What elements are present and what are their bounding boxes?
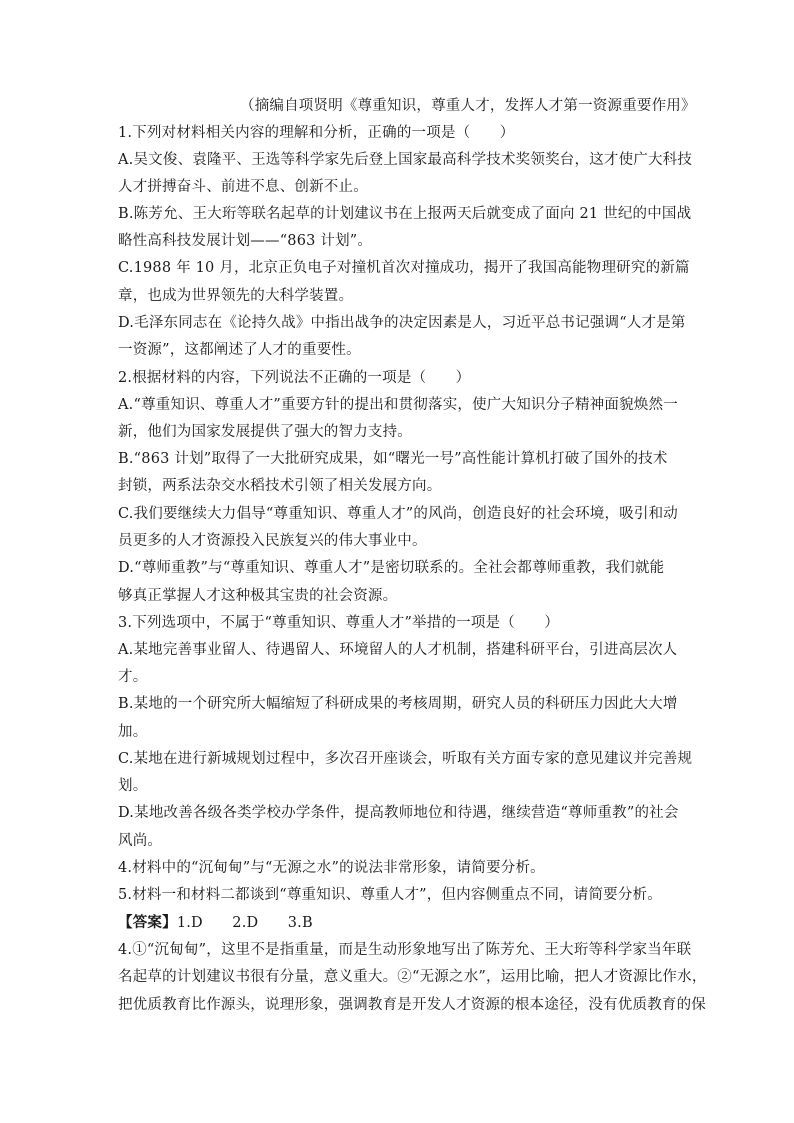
q2-option-d-line-1: D.“尊师重教”与“尊重知识、尊重人才”是密切联系的。全社会都尊师重教，我们就能 xyxy=(118,560,665,576)
answer-4-line-1: 4.①“沉甸甸”，这里不是指重量，而是生动形象地写出了陈芳允、王大珩等科学家当年联 xyxy=(118,942,692,958)
answer-4-line-2: 名起草的计划建议书很有分量，意义重大。②“无源之水”，运用比喻，把人才资源比作水， xyxy=(118,969,707,985)
question-4: 4.材料中的“沉甸甸”与“无源之水”的说法非常形象，请简要分析。 xyxy=(118,860,545,876)
question-1-stem: 1.下列对材料相关内容的理解和分析，正确的一项是（ ） xyxy=(118,125,515,141)
q1-option-c-line-1: C.1988 年 10 月，北京正负电子对撞机首次对撞成功，揭开了我国高能物理研究的新篇 xyxy=(118,260,690,276)
answer-values: 1.D 2.D 3.B xyxy=(176,915,313,931)
q1-option-d-line-1: D.毛泽东同志在《论持久战》中指出战争的决定因素是人，习近平总书记强调“人才是第 xyxy=(118,315,686,331)
q1-option-a-line-2: 人才拼搏奋斗、前进不息、创新不止。 xyxy=(118,179,368,195)
q2-option-a-line-1: A.“尊重知识、尊重人才”重要方针的提出和贯彻落实，使广大知识分子精神面貌焕然一 xyxy=(118,397,678,413)
q3-option-a-line-2: 才。 xyxy=(118,669,148,685)
answer-label: 【答案】 xyxy=(118,914,177,931)
q1-option-b-line-1: B.陈芳允、王大珩等联名起草的计划建议书在上报两天后就变成了面向 21 世纪的中国战 xyxy=(118,206,692,222)
answer-line xyxy=(118,913,313,933)
source-citation: （摘编自项贤明《尊重知识，尊重人才，发挥人才第一资源重要作用》 xyxy=(240,98,696,114)
q1-option-b-line-2: 略性高科技发展计划——“863 计划”。 xyxy=(118,233,373,249)
q2-option-d-line-2: 够真正掌握人才这种极其宝贵的社会资源。 xyxy=(118,588,398,604)
q3-option-d-line-2: 风尚。 xyxy=(118,833,163,849)
q3-option-c-line-2: 划。 xyxy=(118,778,148,794)
question-5: 5.材料一和材料二都谈到“尊重知识、尊重人才”，但内容侧重点不同，请简要分析。 xyxy=(118,887,662,903)
q1-option-a-line-1: A.吴文俊、袁隆平、王选等科学家先后登上国家最高科学技术奖领奖台，这才使广大科技 xyxy=(118,152,693,168)
q1-option-d-line-2: 一资源”，这都阐述了人才的重要性。 xyxy=(118,342,361,358)
q3-option-d-line-1: D.某地改善各级各类学校办学条件，提高教师地位和待遇，继续营造“尊师重教”的社会 xyxy=(118,805,679,821)
q2-option-b-line-2: 封锁，两系法杂交水稻技术引领了相关发展方向。 xyxy=(118,478,442,494)
question-3-stem: 3.下列选项中，不属于“尊重知识、尊重人才”举措的一项是（ ） xyxy=(118,615,560,631)
q3-option-b-line-1: B.某地的一个研究所大幅缩短了科研成果的考核周期，研究人员的科研压力因此大大增 xyxy=(118,696,678,712)
answer-4-line-3: 把优质教育比作源头，说理形象，强调教育是开发人才资源的根本途径，没有优质教育的保 xyxy=(118,997,706,1013)
q3-option-c-line-1: C.某地在进行新城规划过程中，多次召开座谈会，听取有关方面专家的意见建议并完善规 xyxy=(118,751,693,767)
q3-option-b-line-2: 加。 xyxy=(118,724,148,740)
question-2-stem: 2.根据材料的内容，下列说法不正确的一项是（ ） xyxy=(118,370,471,386)
q1-option-c-line-2: 章，也成为世界领先的大科学装置。 xyxy=(118,288,354,304)
q2-option-c-line-2: 员更多的人才资源投入民族复兴的伟大事业中。 xyxy=(118,533,427,549)
q2-option-c-line-1: C.我们要继续大力倡导“尊重知识、尊重人才”的风尚，创造良好的社会环境，吸引和动 xyxy=(118,506,679,522)
q2-option-b-line-1: B.“863 计划”取得了一大批研究成果，如“曙光一号”高性能计算机打破了国外的技术 xyxy=(118,451,668,467)
q3-option-a-line-1: A.某地完善事业留人、待遇留人、环境留人的人才机制，搭建科研平台，引进高层次人 xyxy=(118,642,678,658)
q2-option-a-line-2: 新，他们为国家发展提供了强大的智力支持。 xyxy=(118,424,412,440)
